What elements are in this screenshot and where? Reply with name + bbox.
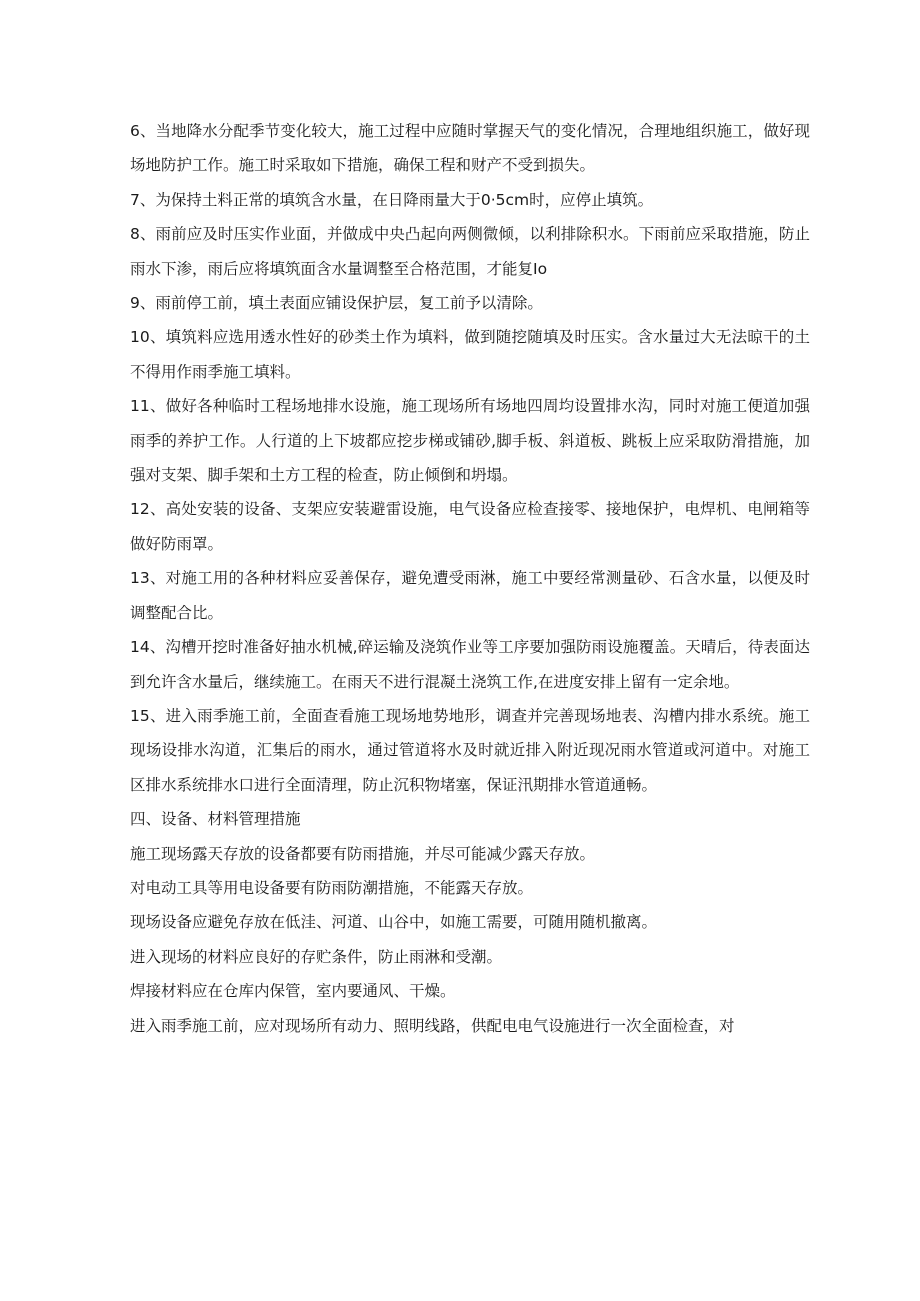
paragraph-item-12: 12、高处安装的设备、支架应安装避雷设施，电气设备应检查接零、接地保护，电焊机、电闸箱等做好防雨罩。 [130, 500, 810, 553]
document-body [130, 114, 810, 1043]
paragraph-item-6: 6、当地降水分配季节变化较大，施工过程中应随时掌握天气的变化情况，合理地组织施工，做好现场地防护工作。施工时采取如下措施，确保工程和财产不受到损失。 [130, 122, 810, 175]
section-heading: 四、设备、材料管理措施 [130, 810, 301, 829]
paragraph-equipment-4: 进入现场的材料应良好的存贮条件，防止雨淋和受潮。 [130, 947, 503, 966]
paragraph-item-14: 14、沟槽开挖时准备好抽水机械,碎运输及浇筑作业等工序要加强防雨设施覆盖。天晴后，待表面达到允许含水量后，继续施工。在雨天不进行混凝土浇筑工作,在进度安排上留有一定余地。 [130, 638, 810, 691]
paragraph-item-15: 15、进入雨季施工前，全面查看施工现场地势地形，调查并完善现场地表、沟槽内排水系统。施工现场设排水沟道，汇集后的雨水，通过管道将水及时就近排入附近现况雨水管道或河道中。对施工区排水系统排水口进行全面清理，防止沉积物堵塞，保证汛期排水管道通畅。 [130, 706, 810, 794]
paragraph-item-11: 11、做好各种临时工程场地排水设施，施工现场所有场地四周均设置排水沟，同时对施工便道加强雨季的养护工作。人行道的上下坡都应挖步梯或铺砂,脚手板、斜道板、跳板上应采取防滑措施，加强对支架、脚手架和土方工程的检查，防止倾倒和坍塌。 [130, 397, 810, 485]
paragraph-item-13: 13、对施工用的各种材料应妥善保存，避免遭受雨淋，施工中要经常测量砂、石含水量，以便及时调整配合比。 [130, 569, 810, 622]
paragraph-equipment-3: 现场设备应避免存放在低洼、河道、山谷中，如施工需要，可随用随机撤离。 [130, 913, 658, 932]
paragraph-equipment-1: 施工现场露天存放的设备都要有防雨措施，并尽可能减少露天存放。 [130, 844, 596, 863]
paragraph-equipment-5: 焊接材料应在仓库内保管，室内要通风、干燥。 [130, 982, 456, 1001]
paragraph-equipment-2: 对电动工具等用电设备要有防雨防潮措施，不能露天存放。 [130, 878, 534, 897]
paragraph-item-10: 10、填筑料应选用透水性好的砂类土作为填料，做到随挖随填及时压实。含水量过大无法晾干的土不得用作雨季施工填料。 [130, 328, 810, 381]
paragraph-item-9: 9、雨前停工前，填土表面应铺设保护层，复工前予以清除。 [130, 294, 543, 313]
paragraph-item-8: 8、雨前应及时压实作业面，并做成中央凸起向两侧微倾，以利排除积水。下雨前应采取措施，防止雨水下渗，雨后应将填筑面含水量调整至合格范围，才能复Io [130, 225, 810, 278]
paragraph-item-7: 7、为保持土料正常的填筑含水量，在日降雨量大于0·5cm时，应停止填筑。 [130, 190, 654, 209]
paragraph-equipment-6: 进入雨季施工前，应对现场所有动力、照明线路，供配电电气设施进行一次全面检查，对 [130, 1016, 735, 1035]
